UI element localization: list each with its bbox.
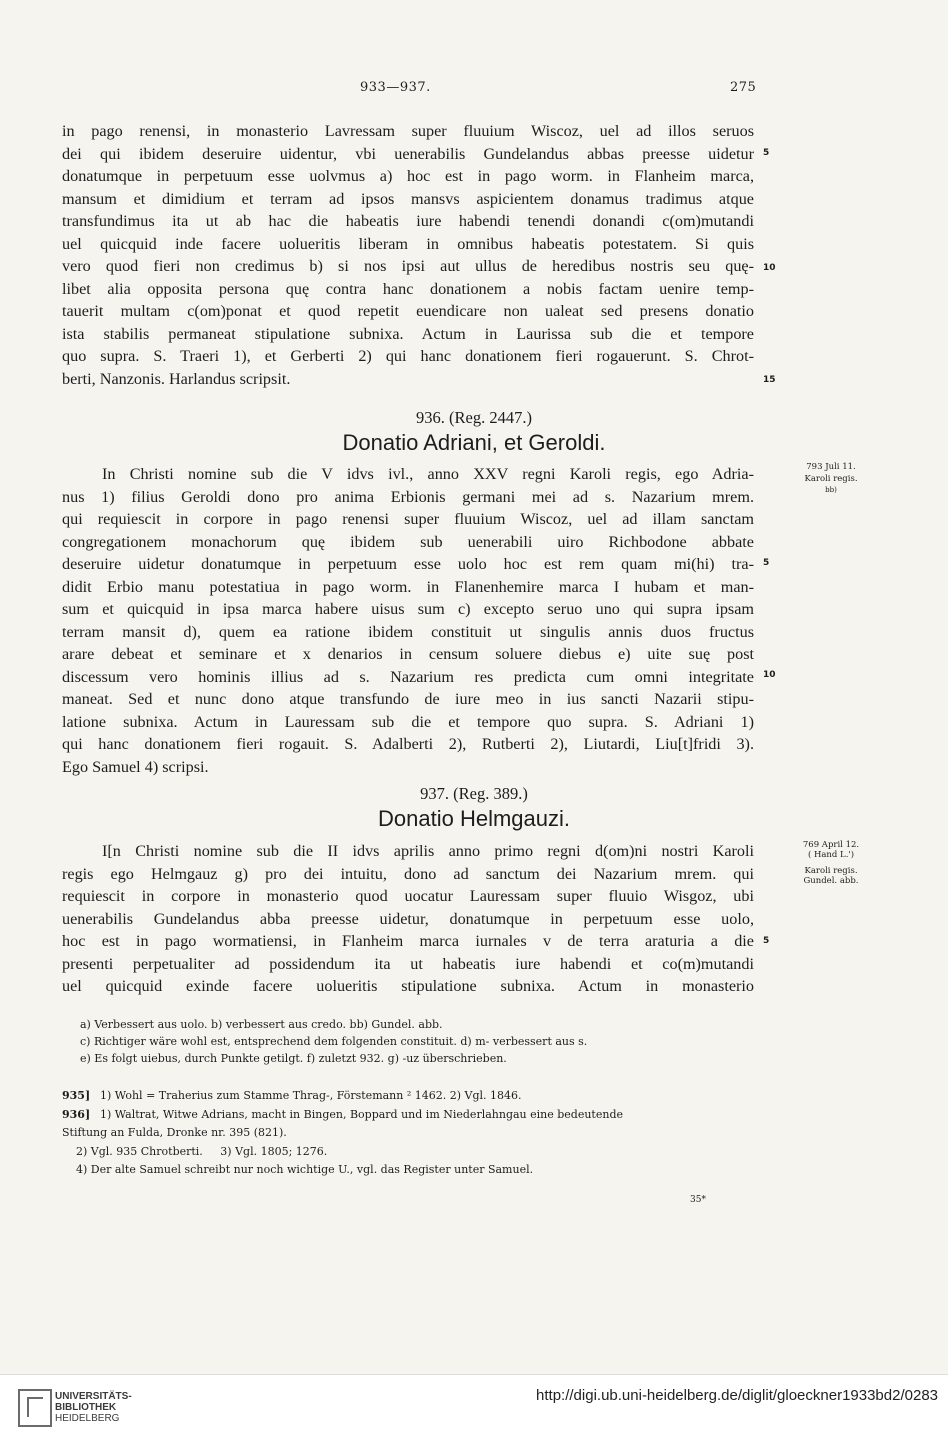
text-line: vero quod fieri non credimus b) si nos ipsi aut ullus de heredibus nostris seu quę- [62, 257, 754, 275]
library-logo-icon [18, 1389, 52, 1427]
line-number: 5 [763, 148, 770, 158]
text-line: latione subnixa. Actum in Lauressam sub die et tempore quo supra. S. Adriani 1) [62, 712, 754, 731]
line-number: 10 [763, 263, 776, 273]
text-line: quo supra. S. Traeri 1), et Gerberti 2) qui hanc donationem fieri rogauerunt. S. Chrot- [62, 347, 754, 365]
text-line: transfundimus ita ut ab hac die habeatis iure habendi tenendi donandi c(om)mutandi [62, 212, 754, 230]
commentary-text: 1) Wohl = Traherius zum Stamme Thrag-, Förstemann ² 1462. 2) Vgl. 1846. [100, 1089, 522, 1102]
logo-line: UNIVERSITÄTS- [55, 1391, 132, 1402]
commentary-line [62, 1143, 762, 1162]
text-line: libet alia opposita persona quę contra hanc donationem a nobis factam uenire temp- [62, 279, 754, 298]
line-number: 5 [763, 558, 770, 568]
text-line: nus 1) filius Geroldi dono pro anima Erbionis germani mei ad s. Nazarium mrem. [62, 487, 754, 506]
commentary-text: Stiftung an Fulda, Dronke nr. 395 (821). [62, 1126, 287, 1139]
doc937-number: 937. (Reg. 389.) [420, 784, 528, 803]
line-number: 5 [763, 936, 770, 946]
text-line: congregationem monachorum quę ibidem sub uenerabili uiro Richbodone abbate [62, 532, 754, 551]
footnote-line: a) Verbessert aus uolo. b) verbessert aus credo. bb) Gundel. abb. [80, 1018, 443, 1031]
commentary-line [62, 1124, 762, 1143]
logo-line: BIBLIOTHEK [55, 1402, 117, 1413]
doc937-margin-hand: ( Hand L.') [807, 850, 855, 860]
text-line: hoc est in pago wormatiensi, in Flanheim marca iurnales v de terra araturia a die [62, 932, 754, 950]
text-line: terram mansit d), quem ea ratione ibidem constituit ut singulis annis duos fructus [62, 622, 754, 641]
text-line: qui requiescit in corpore in pago renensi super fluuium Wiscoz, uel ad illam sanctam [62, 510, 754, 528]
doc935-text [62, 120, 754, 390]
commentary-text: 2) Vgl. 935 Chrotberti. 3) Vgl. 1805; 1276. [62, 1144, 328, 1158]
text-line: donatumque in perpetuum esse uolvmus a) hoc est in pago worm. in Flanheim marca, [62, 167, 754, 185]
text-line: discessum vero hominis illius ad s. Nazarium res predicta cum omni integritate [62, 667, 754, 686]
footnote-line: e) Es folgt uiebus, durch Punkte getilgt. f) zuletzt 932. g) -uz überschrieben. [80, 1052, 507, 1065]
commentary-text: 1) Waltrat, Witwe Adrians, macht in Bingen, Boppard und im Niederlahngau eine bedeutende [100, 1107, 623, 1121]
text-line: ista stabilis permaneat stipulatione subnixa. Actum in Laurissa sub die et tempore [62, 324, 754, 343]
text-line: uenerabilis Gundelandus abba preesse uidetur, donatumque in perpetuum esse uolo, [62, 909, 754, 928]
text-line: didit Erbio manu potestatiua in pago worm. in Flanenhemire marca I hubam et man- [62, 577, 754, 596]
footnotes [80, 1016, 760, 1067]
sheet-signature: 35* [690, 1195, 706, 1205]
text-line: regis ego Helmgauz g) pro dei intuitu, dono ad sanctum dei Nazarium mrem. qui [62, 864, 754, 883]
commentary-line [62, 1161, 762, 1180]
doc936-margin-note: bb) [825, 486, 837, 494]
text-line: maneat. Sed et nunc dono atque transfundo de iure meo in ius sancti Nazarii stipu- [62, 690, 754, 708]
text-line: tauerit multam c(om)ponat et quod repetit euendicare non ualeat sed presens donatio [62, 302, 754, 320]
doc936-margin-date: 793 Juli 11. [806, 462, 856, 472]
commentary-line [62, 1106, 762, 1125]
doc936-title: Donatio Adriani, et Geroldi. [342, 430, 606, 455]
text-line: In Christi nomine sub die V idvs ivl., anno XXV regni Karoli regis, ego Adria- [102, 465, 754, 483]
logo-line: HEIDELBERG [55, 1413, 120, 1424]
doc937-margin-ref2: Gundel. abb. [803, 876, 859, 886]
text-line: qui hanc donationem fieri rogauit. S. Adalberti 2), Rutberti 2), Liutardi, Liu[t]fridi 3). [62, 735, 754, 753]
text-line: I[n Christi nomine sub die II idvs aprilis anno primo regni d(om)ni nostri Karoli [102, 842, 754, 860]
text-line: uel quicquid inde facere uolueritis liberam in omnibus habeatis potestatem. Si quis [62, 234, 754, 253]
doc936-margin-ref: Karoli regis. [804, 474, 858, 484]
doc937-margin-ref: Karoli regis. [804, 866, 858, 876]
footnote-line: c) Richtiger wäre wohl est, entsprechend dem folgenden constituit. d) m- verbessert aus s. [80, 1035, 588, 1048]
doc936-number: 936. (Reg. 2447.) [416, 408, 532, 427]
line-number: 15 [763, 375, 776, 385]
page-header-range: 933—937. [360, 80, 431, 95]
commentary-notes [62, 1087, 762, 1180]
doc936-text [62, 463, 754, 778]
text-line: Ego Samuel 4) scripsi. [62, 757, 209, 776]
text-line: uel quicquid exinde facere uolueritis stipulatione subnixa. Actum in monasterio [62, 977, 754, 995]
commentary-line [62, 1087, 762, 1106]
doc937-title: Donatio Helmgauzi. [378, 806, 570, 831]
text-line: presenti perpetualiter ad possidendum ita ut habeatis iure habendi et co(m)mutandi [62, 954, 754, 973]
commentary-text: 4) Der alte Samuel schreibt nur noch wichtige U., vgl. das Register unter Samuel. [62, 1163, 534, 1176]
footer-bar [0, 1374, 948, 1443]
page-number: 275 [730, 80, 757, 95]
text-line: deseruire uidetur donatumque in perpetuum esse uolo hoc est rem quam mi(hi) tra- [62, 555, 754, 573]
commentary-tag: 936] [62, 1107, 91, 1121]
doc937-margin-date: 769 April 12. [802, 840, 860, 850]
text-line: mansum et dimidium et terram ad ipsos mansvs aspicientem donamus tradimus atque [62, 189, 754, 208]
line-number: 10 [763, 670, 776, 680]
text-line: in pago renensi, in monasterio Lavressam super fluuium Wiscoz, uel ad illos seruos [62, 122, 754, 140]
library-logo-text [55, 1391, 132, 1424]
commentary-tag: 935] [62, 1089, 91, 1102]
text-line: sum et quicquid in ipsa marca habere uisus sum c) excepto seruo uno qui supra ipsam [62, 600, 754, 618]
text-line: requiescit in corpore in monasterio quod uocatur Lauressam super fluuio Wisgoz, ubi [62, 887, 754, 905]
text-line: dei qui ibidem deseruire uidentur, vbi uenerabilis Gundelandus abbas preesse uidetur [62, 144, 754, 163]
permalink-url[interactable]: http://digi.ub.uni-heidelberg.de/diglit/gloeckner1933bd2/0283 [536, 1387, 938, 1404]
text-line: berti, Nanzonis. Harlandus scripsit. [62, 369, 291, 388]
text-line: arare debeat et seminare et x denarios in censum soluere diebus e) uite suę post [62, 645, 754, 663]
doc937-text [62, 840, 754, 998]
